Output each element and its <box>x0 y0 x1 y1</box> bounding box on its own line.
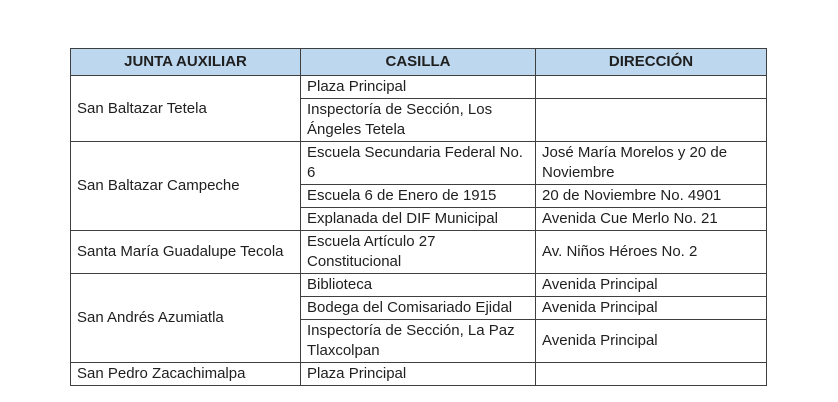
direccion-cell: José María Morelos y 20 de Noviembre <box>536 142 767 185</box>
table-row <box>71 274 767 297</box>
table-row <box>71 76 767 99</box>
casilla-cell: Escuela Secundaria Federal No. 6 <box>301 142 536 185</box>
casilla-cell: Plaza Principal <box>301 363 536 386</box>
junta-auxiliar-cell: San Pedro Zacachimalpa <box>71 363 301 386</box>
direccion-cell <box>536 76 767 99</box>
junta-auxiliar-cell: San Baltazar Tetela <box>71 76 301 142</box>
casilla-cell: Escuela Artículo 27 Constitucional <box>301 231 536 274</box>
direccion-cell: Avenida Principal <box>536 274 767 297</box>
table-row <box>71 231 767 274</box>
header-casilla: CASILLA <box>301 49 536 76</box>
direccion-cell: Avenida Principal <box>536 320 767 363</box>
junta-auxiliar-cell: San Andrés Azumiatla <box>71 274 301 363</box>
casilla-cell: Inspectoría de Sección, Los Ángeles Tetela <box>301 99 536 142</box>
casilla-cell: Explanada del DIF Municipal <box>301 208 536 231</box>
direccion-cell: Av. Niños Héroes No. 2 <box>536 231 767 274</box>
casilla-cell: Inspectoría de Sección, La Paz Tlaxcolpan <box>301 320 536 363</box>
junta-auxiliar-cell: Santa María Guadalupe Tecola <box>71 231 301 274</box>
direccion-cell <box>536 99 767 142</box>
table-row <box>71 363 767 386</box>
direccion-cell: Avenida Principal <box>536 297 767 320</box>
header-direccion: DIRECCIÓN <box>536 49 767 76</box>
header-junta-auxiliar: JUNTA AUXILIAR <box>71 49 301 76</box>
casilla-cell: Escuela 6 de Enero de 1915 <box>301 185 536 208</box>
direccion-cell: 20 de Noviembre No. 4901 <box>536 185 767 208</box>
casilla-cell: Plaza Principal <box>301 76 536 99</box>
direccion-cell <box>536 363 767 386</box>
table-row <box>71 142 767 185</box>
polling-stations-table <box>70 48 767 386</box>
table-header-row <box>71 49 767 76</box>
casilla-cell: Bodega del Comisariado Ejidal <box>301 297 536 320</box>
direccion-cell: Avenida Cue Merlo No. 21 <box>536 208 767 231</box>
casilla-cell: Biblioteca <box>301 274 536 297</box>
junta-auxiliar-cell: San Baltazar Campeche <box>71 142 301 231</box>
